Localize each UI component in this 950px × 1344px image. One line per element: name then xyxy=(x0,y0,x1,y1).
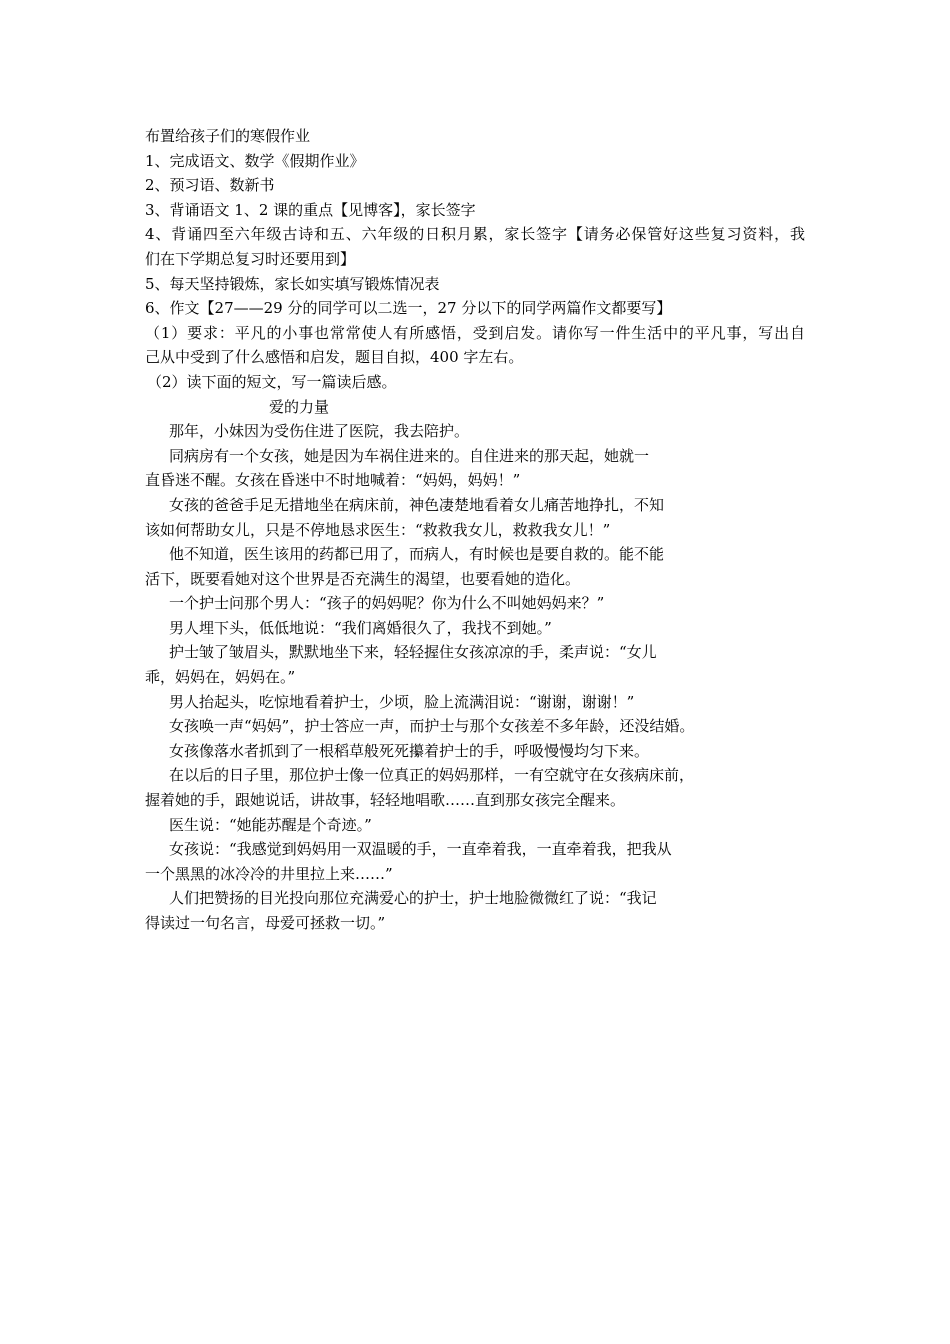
essay-requirement-1: （1）要求：平凡的小事也常常使人有所感悟，受到启发。请你写一件生活中的平凡事，写出自 xyxy=(145,323,805,342)
story-paragraph: 女孩的爸爸手足无措地坐在病床前，神色凄楚地看着女儿痛苦地挣扎，不知 xyxy=(169,495,665,514)
story-line: 一个黑黑的冰冷冷的井里拉上来……” xyxy=(145,864,393,883)
story-paragraph: 女孩像落水者抓到了一根稻草般死死攥着护士的手，呼吸慢慢均匀下来。 xyxy=(169,741,650,760)
story-paragraph: 男人抬起头，吃惊地看着护士，少顷，脸上流满泪说：“谢谢，谢谢！” xyxy=(169,692,635,711)
story-paragraph: 女孩说：“我感觉到妈妈用一双温暖的手，一直牵着我，一直牵着我，把我从 xyxy=(169,840,672,859)
homework-item: 5、每天坚持锻炼，家长如实填写锻炼情况表 xyxy=(145,274,440,293)
story-line: 乖，妈妈在，妈妈在。” xyxy=(145,668,296,687)
story-paragraph: 他不知道，医生该用的药都已用了，而病人，有时候也是要自救的。能不能 xyxy=(169,545,665,564)
story-paragraph: 人们把赞扬的目光投向那位充满爱心的护士，护士地脸微微红了说：“我记 xyxy=(169,889,657,908)
story-paragraph: 在以后的日子里，那位护士像一位真正的妈妈那样，一有空就守在女孩病床前， xyxy=(169,766,695,785)
homework-item-continuation: 们在下学期总复习时还要用到】 xyxy=(145,249,356,268)
homework-heading: 布置给孩子们的寒假作业 xyxy=(145,127,311,145)
story-paragraph: 一个护士问那个男人：“孩子的妈妈呢？你为什么不叫她妈妈来？” xyxy=(169,594,605,613)
document-body xyxy=(145,124,815,936)
homework-item: 6、作文【27——29 分的同学可以二选一，27 分以下的同学两篇作文都要写】 xyxy=(145,299,672,318)
story-line: 活下，既要看她对这个世界是否充满生的渴望，也要看她的造化。 xyxy=(145,569,581,588)
story-line: 直昏迷不醒。女孩在昏迷中不时地喊着：“妈妈，妈妈！” xyxy=(145,471,521,490)
homework-item: 3、背诵语文 1、2 课的重点【见博客】，家长签字 xyxy=(145,200,476,219)
homework-item: 4、背诵四至六年级古诗和五、六年级的日积月累，家长签字【请务必保管好这些复习资料，我 xyxy=(145,225,805,244)
story-paragraph: 护士皱了皱眉头，默默地坐下来，轻轻握住女孩凉凉的手，柔声说：“女儿 xyxy=(169,643,657,662)
story-title: 爱的力量 xyxy=(269,397,330,416)
story-line: 得读过一句名言，母爱可拯救一切。” xyxy=(145,914,386,932)
story-paragraph: 那年，小妹因为受伤住进了医院，我去陪护。 xyxy=(169,422,470,441)
story-paragraph: 男人埋下头，低低地说：“我们离婚很久了，我找不到她。” xyxy=(169,618,552,637)
story-paragraph: 医生说：“她能苏醒是个奇迹。” xyxy=(169,815,372,834)
homework-item: 1、完成语文、数学《假期作业》 xyxy=(145,151,365,170)
essay-requirement-1-continuation: 己从中受到了什么感悟和启发，题目自拟，400 字左右。 xyxy=(145,348,524,367)
story-paragraph: 同病房有一个女孩，她是因为车祸住进来的。自住进来的那天起，她就一 xyxy=(169,446,650,465)
story-line: 握着她的手，跟她说话，讲故事，轻轻地唱歌……直到那女孩完全醒来。 xyxy=(145,791,626,810)
essay-requirement-2: （2）读下面的短文，写一篇读后感。 xyxy=(147,372,397,391)
homework-item: 2、预习语、数新书 xyxy=(145,176,275,195)
story-line: 该如何帮助女儿，只是不停地恳求医生：“救救我女儿，救救我女儿！” xyxy=(145,520,611,539)
story-paragraph: 女孩唤一声“妈妈”，护士答应一声，而护士与那个女孩差不多年龄，还没结婚。 xyxy=(169,717,695,736)
